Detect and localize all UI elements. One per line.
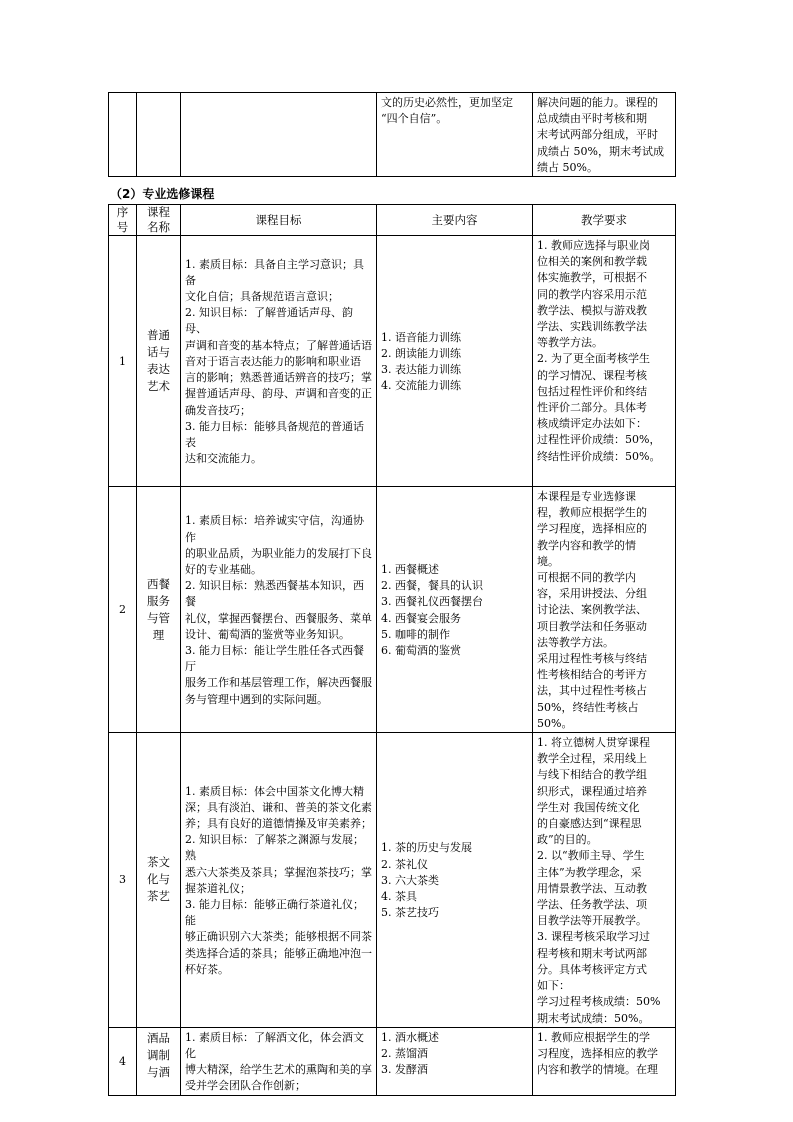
- text-line: 总成绩由平时考核和期: [537, 112, 647, 126]
- text-line: 3. 课程考核采取学习过: [537, 930, 650, 944]
- text-line: 过程性评价成绩：50%，: [537, 433, 661, 447]
- text-line: 绩占 50%。: [537, 160, 598, 174]
- requirements-cell: [533, 93, 676, 177]
- text-line: 深；具有淡泊、谦和、普美的茶文化素: [185, 800, 372, 814]
- course-row: [109, 733, 676, 1028]
- course-content: [377, 236, 533, 487]
- text-line: 解决问题的能力。课程的: [537, 96, 658, 109]
- course-number: 2: [109, 487, 137, 733]
- text-line: 体实施教学，可根据不: [537, 271, 647, 285]
- text-line: 等教学方法。: [537, 336, 603, 350]
- course-goals-text: [181, 782, 376, 978]
- course-requirements-text: [533, 236, 675, 465]
- text-line: 1. 素质目标：培养诚实守信，沟通协作: [185, 514, 364, 544]
- text-line: 可根据不同的教学内: [537, 571, 636, 585]
- text-line: 目教学法等开展教学。: [537, 914, 647, 928]
- text-line: 内容和教学的情境。在理: [537, 1063, 658, 1077]
- text-line: 1. 西餐概述: [381, 562, 439, 576]
- content-cell: [377, 93, 533, 177]
- course-row: [109, 1027, 676, 1095]
- text-line: 学法、任务教学法、项: [537, 898, 647, 912]
- text-line: 3. 发酵酒: [381, 1063, 428, 1077]
- course-number: 1: [109, 236, 137, 487]
- text-line: 2. 以“教师主导、学生: [537, 849, 645, 863]
- text-line: 核成绩评定办法如下：: [537, 417, 647, 431]
- table-row: [109, 93, 676, 177]
- goals-cell: [181, 93, 377, 177]
- header-seq: 序 号: [109, 205, 137, 236]
- text-line: 握茶道礼仪；: [185, 881, 251, 895]
- text-line: 1. 教师应选择与职业岗: [537, 239, 650, 252]
- text-line: 1. 茶的历史与发展: [381, 841, 472, 855]
- text-line: 2. 知识目标：了解茶之渊源与发展；熟: [185, 833, 364, 863]
- course-goals: [181, 487, 377, 733]
- text-line: 2. 茶礼仪: [381, 857, 428, 871]
- text-line: 理: [152, 627, 165, 642]
- text-line: 法，其中过程性考核占: [537, 684, 647, 698]
- course-requirements: [533, 733, 676, 1028]
- text-line: 法等教学方法。: [537, 635, 614, 649]
- text-line: 杯好茶。: [185, 962, 229, 976]
- course-content-text: [377, 328, 532, 395]
- text-line: 学法、实践训练教学法: [537, 320, 647, 334]
- text-line: 教学全过程，采用线上: [537, 752, 647, 766]
- text-line: 话与: [147, 345, 170, 359]
- text-line: 言的影响；熟悉普通话辨音的技巧；掌: [185, 371, 372, 385]
- header-content: 主要内容: [377, 205, 533, 236]
- course-requirements: [533, 1027, 676, 1095]
- text-line: 同的教学内容采用示范: [537, 287, 647, 301]
- text-line: 讨论法、案例教学法、: [537, 603, 647, 617]
- course-goals: [181, 1027, 377, 1095]
- course-requirements-text: [533, 487, 675, 732]
- course-content-text: [377, 560, 532, 659]
- text-line: 境。: [537, 554, 559, 568]
- text-line: 织形式，课程通过培养: [537, 784, 647, 798]
- course-content: [377, 487, 533, 733]
- course-content: [377, 1027, 533, 1095]
- text-line: 西餐: [147, 576, 170, 591]
- text-line: 2. 朗读能力训练: [381, 346, 461, 360]
- text-line: 艺术: [147, 379, 170, 393]
- text-line: 本课程是专业选修课: [537, 490, 636, 503]
- text-line: 习程度，选择相应的教学: [537, 1046, 658, 1060]
- text-line: 5. 茶艺技巧: [381, 906, 439, 920]
- text-line: 好的专业基础。: [185, 562, 262, 576]
- text-line: 包括过程性评价和终结: [537, 384, 647, 398]
- text-line: 50%，终结性考核占: [537, 700, 639, 714]
- header-requirements: 教学要求: [533, 205, 676, 236]
- text-line: 的学习情况、课程考核: [537, 368, 647, 382]
- text-line: 与线下相结合的教学组: [537, 768, 647, 782]
- text-line: 4. 交流能力训练: [381, 379, 461, 393]
- text-line: 养；具有良好的道德情操及审美素养；: [185, 817, 372, 831]
- requirements-text: [533, 93, 675, 176]
- text-line: 1. 教师应根据学生的学: [537, 1030, 650, 1044]
- text-line: 够正确识别六大茶类；能够根据不同茶: [185, 930, 372, 944]
- text-line: 6. 葡萄酒的鉴赏: [381, 643, 461, 657]
- text-line: 与酒: [147, 1064, 170, 1079]
- text-line: 程考核和期末考试两部: [537, 946, 647, 960]
- text-line: 1. 将立德树人贯穿课程: [537, 736, 650, 750]
- text-line: 文的历史必然性，更加坚定: [381, 96, 513, 109]
- text-line: 与管: [147, 610, 170, 625]
- text-line: 4. 茶具: [381, 889, 417, 903]
- previous-course-table: [108, 92, 676, 177]
- course-name: [137, 733, 181, 1028]
- text-line: 教学法、模拟与游戏教: [537, 303, 647, 317]
- course-number: 3: [109, 733, 137, 1028]
- name-cell: [137, 93, 181, 177]
- text-line: 悉六大茶类及茶具；掌握泡茶技巧；掌: [185, 865, 372, 879]
- course-goals: [181, 236, 377, 487]
- text-line: 类选择合适的茶具；能够正确地冲泡一: [185, 946, 372, 960]
- text-line: 期末考试成绩：50%。: [537, 1011, 650, 1025]
- course-name: [137, 487, 181, 733]
- text-line: 受并学会团队合作创新；: [185, 1079, 306, 1093]
- text-line: 的自豪感达到“课程思: [537, 817, 642, 831]
- course-row: [109, 236, 676, 487]
- text-line: 1. 酒水概述: [381, 1030, 439, 1044]
- course-name: [137, 236, 181, 487]
- text-line: 博大精深，给学生艺术的熏陶和美的享: [185, 1063, 372, 1077]
- course-requirements-text: [533, 733, 675, 1027]
- text-line: 2. 知识目标：了解普通话声母、韵母、: [185, 306, 353, 336]
- course-content-text: [377, 838, 532, 921]
- text-line: 3. 六大茶类: [381, 873, 439, 887]
- course-requirements: [533, 236, 676, 487]
- text-line: 用情景教学法、互动教: [537, 881, 647, 895]
- text-line: 酒品: [147, 1030, 170, 1045]
- header-row: [109, 205, 676, 236]
- text-line: 音对于语言表达能力的影响和职业语: [185, 354, 361, 368]
- course-goals: [181, 733, 377, 1028]
- text-line: 1. 素质目标：了解酒文化，体会酒文化: [185, 1030, 364, 1060]
- text-line: 3. 能力目标：能让学生胜任各式西餐厅: [185, 643, 364, 674]
- text-line: 2. 蒸馏酒: [381, 1046, 428, 1060]
- course-row: [109, 487, 676, 733]
- text-line: 文化自信；具备规范语言意识；: [185, 290, 339, 304]
- text-line: “四个自信”。: [381, 112, 448, 126]
- text-line: 1. 素质目标：体会中国茶文化博大精: [185, 784, 364, 798]
- text-line: 5. 咖啡的制作: [381, 627, 450, 641]
- course-requirements: [533, 487, 676, 733]
- text-line: 项目教学法和任务驱动: [537, 619, 647, 633]
- text-line: 握普通话声母、韵母、声调和音变的正: [185, 387, 372, 401]
- text-line: 性评价二部分。具体考: [537, 401, 647, 415]
- text-line: 3. 能力目标：能够具备规范的普通话表: [185, 419, 364, 449]
- course-content: [377, 733, 533, 1028]
- text-line: 1. 语音能力训练: [381, 330, 461, 344]
- text-line: 达和交流能力。: [185, 452, 262, 466]
- text-line: 成绩占 50%，期末考试成: [537, 144, 664, 158]
- text-line: 学生对 我国传统文化: [537, 800, 640, 814]
- text-line: 教学内容和教学的情: [537, 538, 636, 552]
- text-line: 礼仪，掌握西餐摆台、西餐服务、菜单: [185, 611, 372, 625]
- text-line: 50%。: [537, 716, 573, 730]
- text-line: 容，采用讲授法、分组: [537, 587, 647, 601]
- course-goals-text: [181, 255, 376, 468]
- text-line: 末考试两部分组成，平时: [537, 128, 658, 142]
- text-line: 服务: [147, 593, 170, 608]
- text-line: 4. 西餐宴会服务: [381, 611, 461, 625]
- text-line: 性考核相结合的考评方: [537, 668, 647, 682]
- section-heading: （2）专业选修课程: [110, 187, 215, 201]
- text-line: 调制: [147, 1047, 170, 1062]
- text-line: 3. 表达能力训练: [381, 363, 461, 376]
- text-line: 学习程度，选择相应的: [537, 522, 647, 536]
- course-goals-text: [181, 511, 376, 707]
- text-line: 务与管理中遇到的实际问题。: [185, 692, 328, 706]
- course-name: [137, 1027, 181, 1095]
- text-line: 3. 能力目标：能够正确行茶道礼仪；能: [185, 898, 364, 928]
- text-line: 程，教师应根据学生的: [537, 506, 647, 520]
- text-line: 茶文: [147, 855, 170, 870]
- text-line: 化与: [147, 872, 170, 887]
- text-line: 2. 为了更全面考核学生: [537, 352, 650, 366]
- text-line: 声调和音变的基本特点；了解普通话语: [185, 338, 372, 352]
- text-line: 位相关的案例和教学载: [537, 255, 647, 269]
- header-goals: 课程目标: [181, 205, 377, 236]
- text-line: 普通: [147, 328, 170, 342]
- text-line: 茶艺: [147, 889, 170, 904]
- header-name: 课程 名称: [137, 205, 181, 236]
- text-line: 2. 知识目标：熟悉西餐基本知识，西餐: [185, 579, 364, 609]
- text-line: 终结性评价成绩：50%。: [537, 449, 661, 463]
- text-line: 确发音技巧；: [185, 403, 251, 417]
- text-line: 服务工作和基层管理工作，解决西餐服: [185, 676, 372, 690]
- course-number: 4: [109, 1027, 137, 1095]
- text-line: 如下：: [537, 979, 570, 993]
- text-line: 1. 素质目标：具备自主学习意识；具备: [185, 257, 364, 287]
- text-line: 的职业品质，为职业能力的发展打下良: [185, 546, 372, 560]
- text-line: 2. 西餐，餐具的认识: [381, 579, 483, 593]
- text-line: 3. 西餐礼仪西餐摆台: [381, 595, 483, 609]
- course-content-text: [377, 1028, 532, 1079]
- text-line: 学习过程考核成绩：50%: [537, 995, 661, 1009]
- text-line: 设计、葡萄酒的鉴赏等业务知识。: [185, 627, 350, 641]
- course-goals-text: [181, 1028, 376, 1095]
- text-line: 采用过程性考核与终结: [537, 652, 647, 666]
- course-requirements-text: [533, 1028, 675, 1079]
- text-line: 主体”为教学理念，采: [537, 865, 642, 879]
- elective-courses-table: [108, 204, 676, 1096]
- text-line: 政”的目的。: [537, 833, 598, 847]
- content-text: [377, 93, 532, 127]
- text-line: 分。具体考核评定方式: [537, 962, 647, 976]
- text-line: 表达: [147, 362, 170, 376]
- seq-cell: [109, 93, 137, 177]
